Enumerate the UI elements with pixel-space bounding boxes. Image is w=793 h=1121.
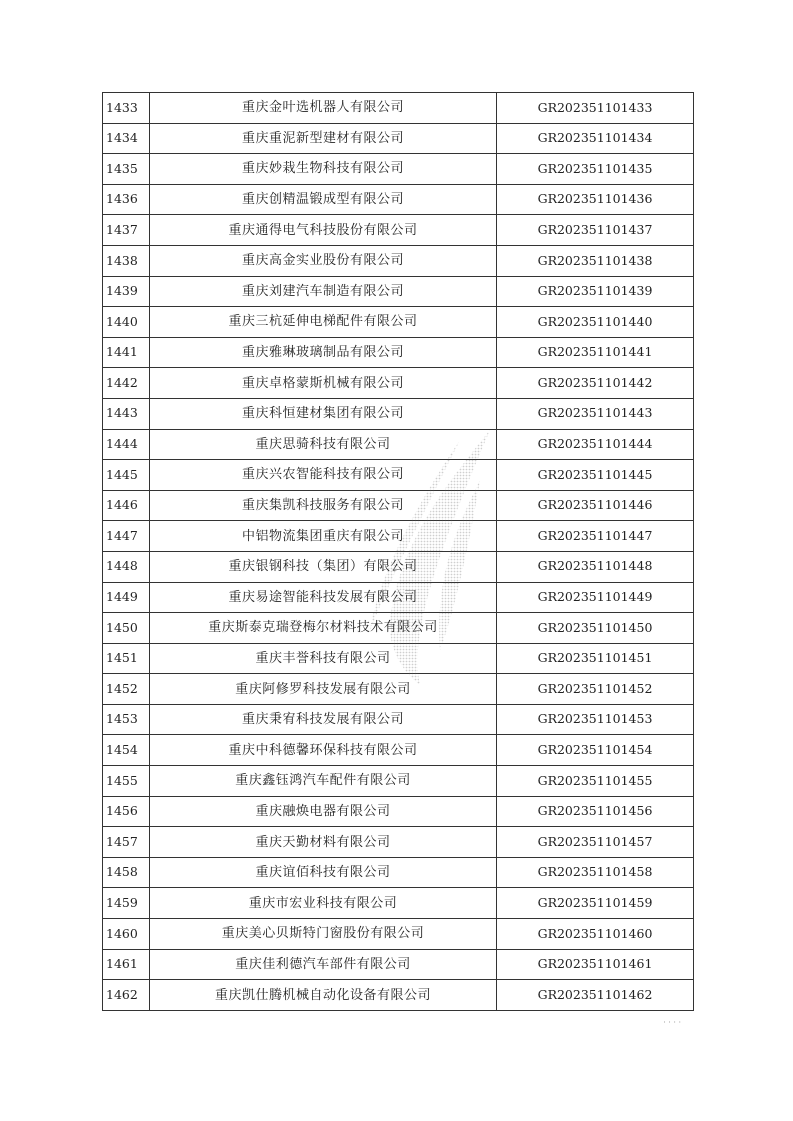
company-name: 重庆雅琳玻璃制品有限公司 [150,337,497,368]
row-number: 1458 [103,857,150,888]
company-name: 重庆市宏业科技有限公司 [150,888,497,919]
table-row [103,276,694,307]
table-row [103,674,694,705]
company-name: 重庆思骑科技有限公司 [150,429,497,460]
company-name: 中铝物流集团重庆有限公司 [150,521,497,552]
certificate-code: GR202351101457 [497,827,694,858]
table-row [103,796,694,827]
table-row [103,613,694,644]
row-number: 1435 [103,154,150,185]
company-list-table-wrapper [102,92,690,1011]
company-name: 重庆秉宥科技发展有限公司 [150,704,497,735]
row-number: 1459 [103,888,150,919]
row-number: 1438 [103,245,150,276]
table-row [103,980,694,1011]
certificate-code: GR202351101442 [497,368,694,399]
company-name: 重庆刘建汽车制造有限公司 [150,276,497,307]
certificate-code: GR202351101438 [497,245,694,276]
company-name: 重庆丰誉科技有限公司 [150,643,497,674]
table-row [103,888,694,919]
certificate-code: GR202351101459 [497,888,694,919]
table-row [103,919,694,950]
row-number: 1434 [103,123,150,154]
row-number: 1442 [103,368,150,399]
certificate-code: GR202351101455 [497,766,694,797]
certificate-code: GR202351101434 [497,123,694,154]
table-row [103,184,694,215]
company-name: 重庆鑫钰鸿汽车配件有限公司 [150,766,497,797]
row-number: 1460 [103,919,150,950]
company-name: 重庆创精温锻成型有限公司 [150,184,497,215]
row-number: 1450 [103,613,150,644]
table-row [103,337,694,368]
certificate-code: GR202351101449 [497,582,694,613]
table-row [103,245,694,276]
company-name: 重庆中科德馨环保科技有限公司 [150,735,497,766]
company-name: 重庆三杭延伸电梯配件有限公司 [150,307,497,338]
row-number: 1462 [103,980,150,1011]
row-number: 1437 [103,215,150,246]
company-name: 重庆凯仕腾机械自动化设备有限公司 [150,980,497,1011]
table-row [103,93,694,124]
table-row [103,460,694,491]
certificate-code: GR202351101450 [497,613,694,644]
company-name: 重庆佳利德汽车部件有限公司 [150,949,497,980]
row-number: 1443 [103,398,150,429]
table-row [103,429,694,460]
table-row [103,857,694,888]
company-name: 重庆高金实业股份有限公司 [150,245,497,276]
row-number: 1444 [103,429,150,460]
row-number: 1448 [103,551,150,582]
certificate-code: GR202351101448 [497,551,694,582]
company-name: 重庆斯泰克瑞登梅尔材料技术有限公司 [150,613,497,644]
row-number: 1433 [103,93,150,124]
certificate-code: GR202351101461 [497,949,694,980]
row-number: 1461 [103,949,150,980]
certificate-code: GR202351101456 [497,796,694,827]
table-row [103,643,694,674]
table-row [103,551,694,582]
certificate-code: GR202351101439 [497,276,694,307]
table-row [103,766,694,797]
certificate-code: GR202351101441 [497,337,694,368]
certificate-code: GR202351101435 [497,154,694,185]
company-list-table [102,92,694,1011]
table-body [103,93,694,1011]
certificate-code: GR202351101433 [497,93,694,124]
certificate-code: GR202351101437 [497,215,694,246]
row-number: 1445 [103,460,150,491]
row-number: 1451 [103,643,150,674]
certificate-code: GR202351101440 [497,307,694,338]
certificate-code: GR202351101460 [497,919,694,950]
company-name: 重庆重泥新型建材有限公司 [150,123,497,154]
row-number: 1457 [103,827,150,858]
certificate-code: GR202351101454 [497,735,694,766]
certificate-code: GR202351101444 [497,429,694,460]
certificate-code: GR202351101443 [497,398,694,429]
row-number: 1449 [103,582,150,613]
table-row [103,154,694,185]
table-row [103,582,694,613]
table-row [103,521,694,552]
row-number: 1440 [103,307,150,338]
row-number: 1441 [103,337,150,368]
certificate-code: GR202351101451 [497,643,694,674]
row-number: 1452 [103,674,150,705]
table-row [103,949,694,980]
row-number: 1446 [103,490,150,521]
certificate-code: GR202351101447 [497,521,694,552]
table-row [103,704,694,735]
table-row [103,307,694,338]
row-number: 1454 [103,735,150,766]
company-name: 重庆美心贝斯特门窗股份有限公司 [150,919,497,950]
company-name: 重庆通得电气科技股份有限公司 [150,215,497,246]
company-name: 重庆集凯科技服务有限公司 [150,490,497,521]
table-row [103,735,694,766]
row-number: 1439 [103,276,150,307]
company-name: 重庆天勤材料有限公司 [150,827,497,858]
certificate-code: GR202351101453 [497,704,694,735]
table-row [103,490,694,521]
company-name: 重庆银钢科技（集团）有限公司 [150,551,497,582]
company-name: 重庆科恒建材集团有限公司 [150,398,497,429]
company-name: 重庆易途智能科技发展有限公司 [150,582,497,613]
company-name: 重庆金叶选机器人有限公司 [150,93,497,124]
certificate-code: GR202351101445 [497,460,694,491]
row-number: 1456 [103,796,150,827]
certificate-code: GR202351101452 [497,674,694,705]
company-name: 重庆融焕电器有限公司 [150,796,497,827]
row-number: 1436 [103,184,150,215]
table-row [103,368,694,399]
certificate-code: GR202351101458 [497,857,694,888]
company-name: 重庆阿修罗科技发展有限公司 [150,674,497,705]
company-name: 重庆卓格蒙斯机械有限公司 [150,368,497,399]
table-row [103,215,694,246]
certificate-code: GR202351101446 [497,490,694,521]
certificate-code: GR202351101436 [497,184,694,215]
company-name: 重庆兴农智能科技有限公司 [150,460,497,491]
row-number: 1447 [103,521,150,552]
row-number: 1453 [103,704,150,735]
certificate-code: GR202351101462 [497,980,694,1011]
table-row [103,123,694,154]
company-name: 重庆谊佰科技有限公司 [150,857,497,888]
row-number: 1455 [103,766,150,797]
decorative-dots: · · · · [663,1018,681,1027]
table-row [103,398,694,429]
company-name: 重庆妙栽生物科技有限公司 [150,154,497,185]
table-row [103,827,694,858]
